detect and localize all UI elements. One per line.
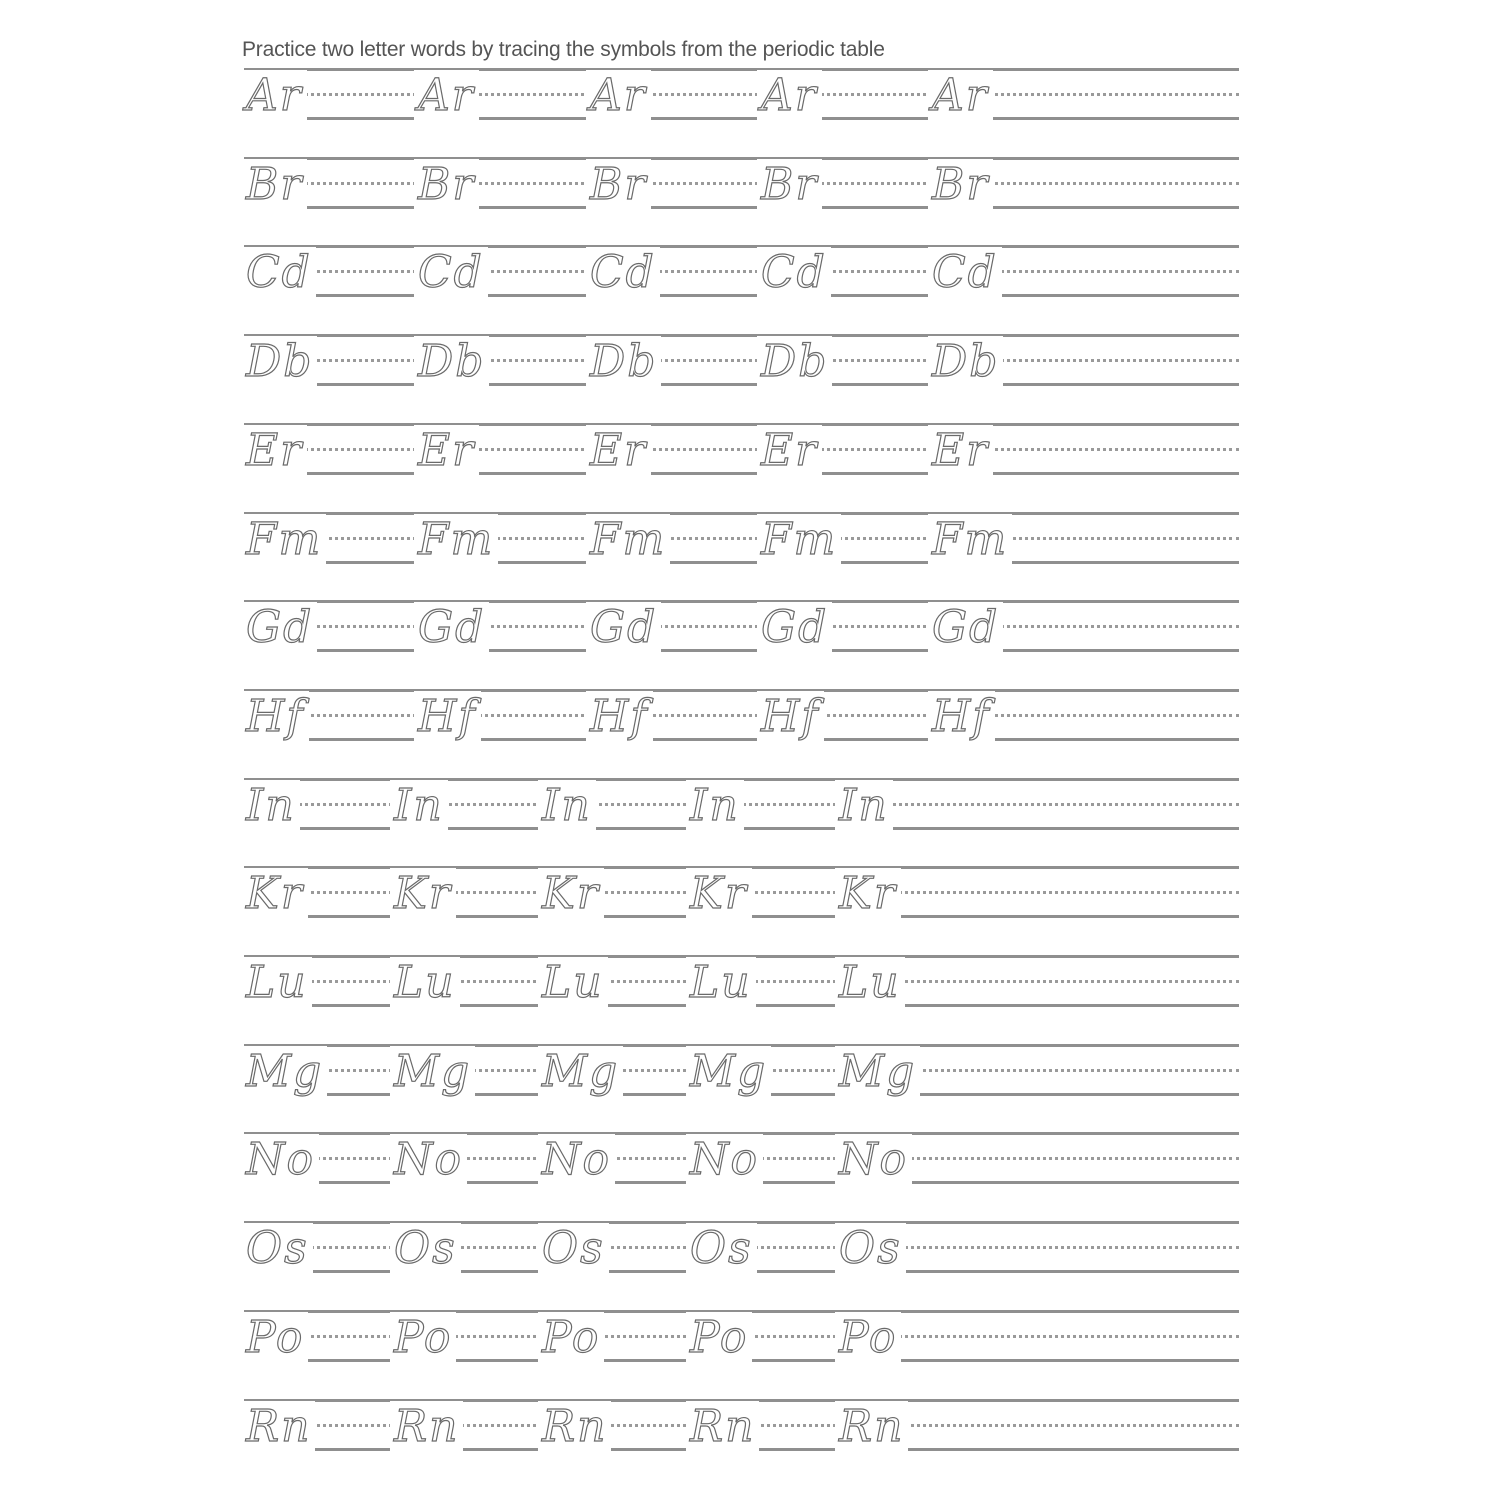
- trace-word: Cd: [928, 247, 1002, 299]
- top-ruled-line: [244, 423, 1239, 426]
- trace-word: Kr: [390, 868, 456, 920]
- trace-word: Db: [242, 336, 317, 388]
- trace-word: Fm: [414, 514, 498, 566]
- trace-word: Fm: [586, 514, 670, 566]
- trace-word: Rn: [835, 1401, 908, 1453]
- worksheet-instructions: Practice two letter words by tracing the symbols from the periodic table: [242, 38, 885, 61]
- trace-word: Hf: [757, 691, 824, 743]
- trace-word: Er: [242, 425, 307, 477]
- trace-word: Cd: [586, 247, 660, 299]
- dotted-midline: [244, 182, 1239, 185]
- top-ruled-line: [244, 512, 1239, 515]
- trace-word: Lu: [242, 957, 312, 1009]
- trace-word: Cd: [757, 247, 831, 299]
- trace-word: Hf: [928, 691, 995, 743]
- trace-word: Os: [390, 1223, 461, 1275]
- trace-word: Mg: [538, 1046, 623, 1098]
- trace-word: Gd: [586, 602, 661, 654]
- trace-word: Br: [757, 159, 822, 211]
- trace-word: Hf: [414, 691, 481, 743]
- trace-word: Db: [928, 336, 1003, 388]
- trace-word: Po: [390, 1312, 456, 1364]
- practice-row-ar: [244, 68, 1239, 121]
- trace-word: Lu: [390, 957, 460, 1009]
- trace-word: Gd: [242, 602, 317, 654]
- trace-word: Er: [928, 425, 993, 477]
- base-ruled-line: [244, 206, 1239, 209]
- trace-word: No: [538, 1134, 615, 1186]
- trace-word: Gd: [414, 602, 489, 654]
- trace-word: Ar: [586, 70, 651, 122]
- trace-word: Cd: [242, 247, 316, 299]
- top-ruled-line: [244, 689, 1239, 692]
- trace-word: Hf: [586, 691, 653, 743]
- trace-word: In: [538, 780, 596, 832]
- base-ruled-line: [244, 294, 1239, 297]
- practice-row-hf: [244, 689, 1239, 742]
- trace-word: Hf: [242, 691, 309, 743]
- trace-word: No: [242, 1134, 319, 1186]
- dotted-midline: [244, 359, 1239, 362]
- trace-word: Lu: [538, 957, 608, 1009]
- practice-row-cd: [244, 245, 1239, 298]
- trace-word: Mg: [835, 1046, 920, 1098]
- trace-word: Kr: [242, 868, 308, 920]
- trace-word: Po: [242, 1312, 308, 1364]
- practice-row-in: [244, 778, 1239, 831]
- practice-row-er: [244, 423, 1239, 476]
- trace-word: Br: [928, 159, 993, 211]
- top-ruled-line: [244, 334, 1239, 337]
- practice-row-rn: [244, 1399, 1239, 1452]
- practice-row-kr: [244, 866, 1239, 919]
- trace-word: Br: [242, 159, 307, 211]
- trace-word: Rn: [390, 1401, 463, 1453]
- base-ruled-line: [244, 117, 1239, 120]
- practice-row-po: [244, 1310, 1239, 1363]
- dotted-midline: [244, 270, 1239, 273]
- dotted-midline: [244, 714, 1239, 717]
- trace-word: Er: [586, 425, 651, 477]
- top-ruled-line: [244, 600, 1239, 603]
- trace-word: Ar: [414, 70, 479, 122]
- dotted-midline: [244, 537, 1239, 540]
- trace-word: Db: [586, 336, 661, 388]
- trace-word: Lu: [686, 957, 756, 1009]
- trace-word: Mg: [686, 1046, 771, 1098]
- practice-row-gd: [244, 600, 1239, 653]
- base-ruled-line: [244, 472, 1239, 475]
- trace-word: Br: [586, 159, 651, 211]
- trace-word: Ar: [242, 70, 307, 122]
- trace-word: Fm: [928, 514, 1012, 566]
- trace-word: Er: [757, 425, 822, 477]
- trace-word: In: [390, 780, 448, 832]
- practice-row-br: [244, 157, 1239, 210]
- trace-word: Po: [686, 1312, 752, 1364]
- trace-word: Kr: [538, 868, 604, 920]
- practice-row-mg: [244, 1044, 1239, 1097]
- base-ruled-line: [244, 561, 1239, 564]
- trace-word: Fm: [242, 514, 326, 566]
- trace-word: No: [686, 1134, 763, 1186]
- trace-word: Kr: [835, 868, 901, 920]
- trace-word: Po: [835, 1312, 901, 1364]
- trace-word: Os: [686, 1223, 757, 1275]
- trace-word: In: [835, 780, 893, 832]
- practice-row-db: [244, 334, 1239, 387]
- trace-word: Os: [538, 1223, 609, 1275]
- trace-word: No: [390, 1134, 467, 1186]
- trace-word: Os: [242, 1223, 313, 1275]
- trace-word: Mg: [242, 1046, 327, 1098]
- trace-word: Cd: [414, 247, 488, 299]
- top-ruled-line: [244, 68, 1239, 71]
- base-ruled-line: [244, 738, 1239, 741]
- trace-word: Lu: [835, 957, 905, 1009]
- dotted-midline: [244, 625, 1239, 628]
- trace-word: Rn: [538, 1401, 611, 1453]
- trace-word: Os: [835, 1223, 906, 1275]
- practice-row-no: [244, 1132, 1239, 1185]
- trace-word: Rn: [686, 1401, 759, 1453]
- dotted-midline: [244, 448, 1239, 451]
- trace-word: Po: [538, 1312, 604, 1364]
- trace-word: Fm: [757, 514, 841, 566]
- top-ruled-line: [244, 245, 1239, 248]
- trace-word: Kr: [686, 868, 752, 920]
- practice-row-lu: [244, 955, 1239, 1008]
- trace-word: Db: [414, 336, 489, 388]
- trace-word: Gd: [757, 602, 832, 654]
- trace-word: Db: [757, 336, 832, 388]
- practice-row-fm: [244, 512, 1239, 565]
- trace-word: Ar: [757, 70, 822, 122]
- trace-word: No: [835, 1134, 912, 1186]
- trace-word: Mg: [390, 1046, 475, 1098]
- dotted-midline: [244, 93, 1239, 96]
- top-ruled-line: [244, 157, 1239, 160]
- trace-word: In: [242, 780, 300, 832]
- trace-word: Ar: [928, 70, 993, 122]
- trace-word: Gd: [928, 602, 1003, 654]
- trace-word: Er: [414, 425, 479, 477]
- trace-word: Br: [414, 159, 479, 211]
- base-ruled-line: [244, 383, 1239, 386]
- practice-row-os: [244, 1221, 1239, 1274]
- trace-word: Rn: [242, 1401, 315, 1453]
- trace-word: In: [686, 780, 744, 832]
- base-ruled-line: [244, 649, 1239, 652]
